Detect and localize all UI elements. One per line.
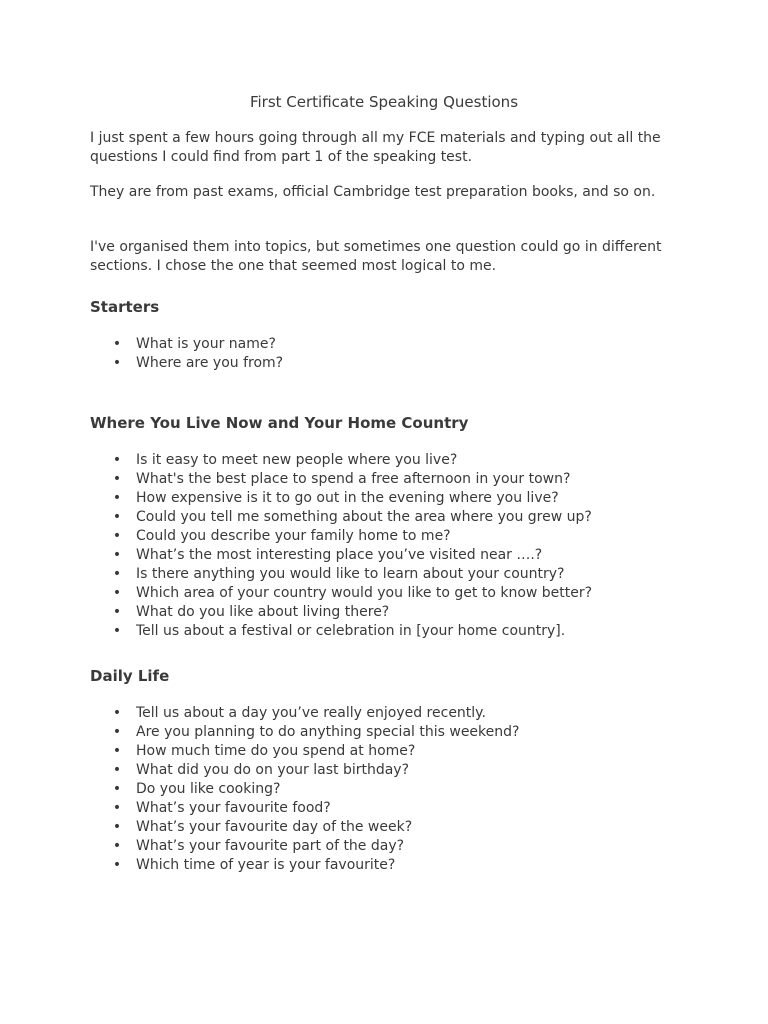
bullet-icon: • [112,509,122,525]
list-item: • Where are you from? [112,355,284,371]
bullet-icon: • [112,336,122,352]
bullet-icon: • [112,471,122,487]
bullet-icon: • [112,490,122,506]
list-item: • Is it easy to meet new people where you live? [112,452,458,468]
bullet-icon: • [112,819,122,835]
bullet-icon: • [112,743,122,759]
list-item: • What’s your favourite day of the week? [112,819,413,835]
bullet-icon: • [112,857,122,873]
list-item: • What's the best place to spend a free afternoon in your town? [112,471,571,487]
section-heading-where-you-live: Where You Live Now and Your Home Country [90,414,469,432]
bullet-icon: • [112,547,122,563]
bullet-icon: • [112,452,122,468]
bullet-icon: • [112,800,122,816]
section-heading-starters: Starters [90,298,160,316]
list-item: • Is there anything you would like to learn about your country? [112,566,565,582]
bullet-icon: • [112,838,122,854]
list-item: • What’s the most interesting place you’ve visited near ….? [112,547,543,563]
starters-list [90,335,283,373]
list-item: • Are you planning to do anything special this weekend? [112,724,520,740]
list-item: • Do you like cooking? [112,781,281,797]
list-item: • How much time do you spend at home? [112,743,416,759]
list-item: • What do you like about living there? [112,604,390,620]
list-item: • Could you tell me something about the area where you grew up? [112,509,592,525]
bullet-icon: • [112,705,122,721]
bullet-icon: • [112,724,122,740]
bullet-icon: • [112,762,122,778]
where-you-live-list [90,451,592,641]
list-item: • Could you describe your family home to me? [112,528,451,544]
bullet-icon: • [112,781,122,797]
list-item: • Which area of your country would you like to get to know better? [112,585,593,601]
list-item: • Tell us about a day you’ve really enjoyed recently. [112,705,486,721]
list-item: • Tell us about a festival or celebration in [your home country]. [112,623,566,639]
bullet-icon: • [112,585,122,601]
list-item: • What is your name? [112,336,276,352]
bullet-icon: • [112,604,122,620]
bullet-icon: • [112,566,122,582]
bullet-icon: • [112,355,122,371]
list-item: • Which time of year is your favourite? [112,857,396,873]
bullet-icon: • [112,528,122,544]
intro-paragraph-2: They are from past exams, official Cambridge test preparation books, and so on. [90,184,656,200]
list-item: • How expensive is it to go out in the evening where you live? [112,490,559,506]
page-title: First Certificate Speaking Questions [249,93,519,111]
intro-paragraph-1: I just spent a few hours going through all my FCE materials and typing out all the questions I could find from part 1 of the speaking test. [90,130,661,165]
section-heading-daily-life: Daily Life [90,667,170,685]
daily-life-list [90,704,519,875]
list-item: • What’s your favourite food? [112,800,331,816]
intro-paragraph-3: I've organised them into topics, but sometimes one question could go in different sections. I chose the one that seemed most logical to me. [90,239,662,274]
list-item: • What did you do on your last birthday? [112,762,410,778]
list-item: • What’s your favourite part of the day? [112,838,405,854]
bullet-icon: • [112,623,122,639]
